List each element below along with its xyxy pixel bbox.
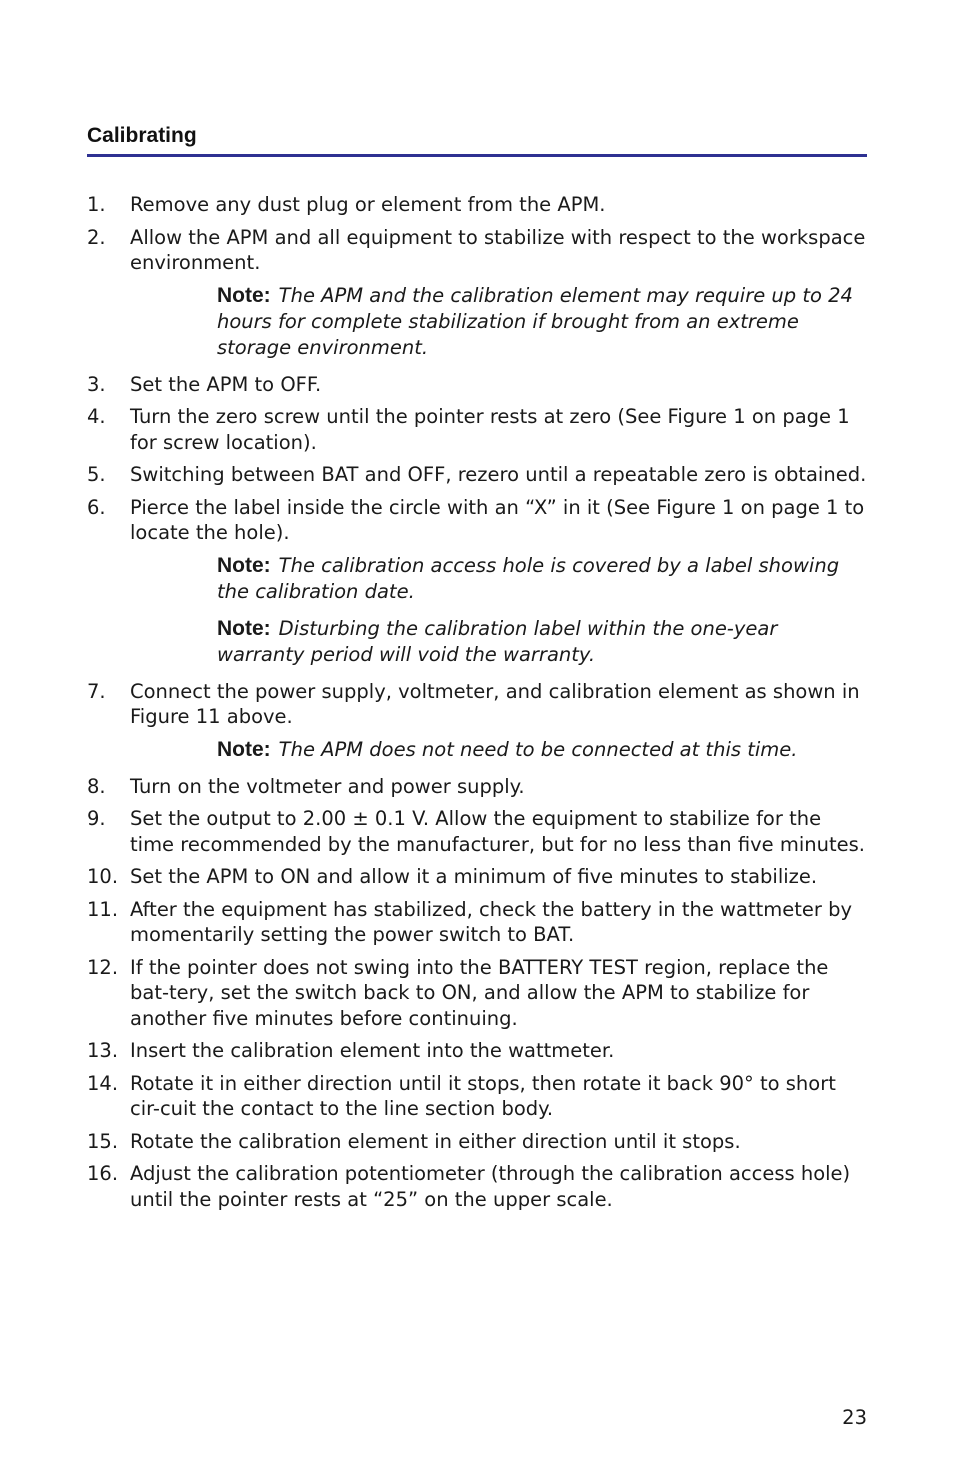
note xyxy=(217,737,867,763)
step-text: Turn the zero screw until the pointer rests at zero (See Figure 1 on page 1 for screw location). xyxy=(130,405,850,454)
step-text: Insert the calibration element into the wattmeter. xyxy=(130,1039,615,1062)
section-title: Calibrating xyxy=(87,124,197,147)
list-item xyxy=(87,1071,867,1122)
note-text: The calibration access hole is covered by a label showing the calibration date. xyxy=(217,553,840,603)
step-text: Allow the APM and all equipment to stabilize with respect to the workspace environment. xyxy=(130,225,866,274)
list-item xyxy=(87,1038,867,1064)
note-label: Note: xyxy=(217,737,271,761)
list-item xyxy=(87,462,867,488)
list-item xyxy=(87,225,867,276)
list-item xyxy=(87,372,867,398)
section-divider xyxy=(87,154,867,157)
step-text: Set the APM to OFF. xyxy=(130,372,322,396)
note-text: The APM and the calibration element may require up to 24 hours for complete stabilization if brought from an extreme storage environment. xyxy=(217,283,853,359)
list-item xyxy=(87,955,867,1032)
note-label: Note: xyxy=(217,283,271,307)
step-number: 1. xyxy=(87,193,106,216)
list-item xyxy=(87,897,867,948)
step-number: 7. xyxy=(87,679,106,703)
step-text: Turn on the voltmeter and power supply. xyxy=(130,774,525,798)
list-item xyxy=(87,192,867,218)
step-number: 10. xyxy=(87,865,119,888)
step-number: 5. xyxy=(87,463,106,486)
step-text: Remove any dust plug or element from the APM. xyxy=(130,193,606,216)
list-item xyxy=(87,679,867,730)
step-text: Rotate it in either direction until it stops, then rotate it back 90° to short cir-cuit the contact to the line section body. xyxy=(130,1071,836,1120)
step-text: Set the output to 2.00 ± 0.1 V. Allow the equipment to stabilize for the time recommended by the manufacturer, but for no less than five minutes. xyxy=(130,807,865,856)
list-item xyxy=(87,864,867,890)
step-number: 2. xyxy=(87,225,106,249)
step-text: Connect the power supply, voltmeter, and calibration element as shown in Figure 11 above. xyxy=(130,679,860,728)
step-number: 3. xyxy=(87,372,106,396)
list-item xyxy=(87,1161,867,1212)
step-text: Switching between BAT and OFF, rezero until a repeatable zero is obtained. xyxy=(130,463,867,486)
list-item xyxy=(87,495,867,546)
page-number: 23 xyxy=(842,1406,867,1429)
list-item xyxy=(87,404,867,455)
step-number: 11. xyxy=(87,897,119,921)
step-number: 13. xyxy=(87,1039,119,1062)
step-number: 8. xyxy=(87,774,106,798)
step-number: 16. xyxy=(87,1162,119,1185)
procedure-list xyxy=(87,192,867,1219)
list-item xyxy=(87,806,867,857)
note xyxy=(217,616,867,668)
note xyxy=(217,283,867,361)
list-item xyxy=(87,774,867,800)
step-text: After the equipment has stabilized, check the battery in the wattmeter by momentarily setting the power switch to BAT. xyxy=(130,897,853,946)
step-text: Pierce the label inside the circle with an “X” in it (See Figure 1 on page 1 to locate the hole). xyxy=(130,495,865,544)
step-number: 14. xyxy=(87,1071,119,1095)
step-number: 12. xyxy=(87,955,119,979)
step-number: 15. xyxy=(87,1129,119,1153)
step-number: 4. xyxy=(87,405,106,428)
step-number: 9. xyxy=(87,807,106,830)
note-label: Note: xyxy=(217,553,271,577)
step-text: If the pointer does not swing into the BATTERY TEST region, replace the bat-tery, set the switch back to ON, and allow the APM to stabilize for another five minutes before continuing. xyxy=(130,955,829,1030)
step-text: Adjust the calibration potentiometer (through the calibration access hole) until the pointer rests at “25” on the upper scale. xyxy=(130,1162,851,1211)
note xyxy=(217,553,867,605)
note-label: Note: xyxy=(217,616,271,640)
list-item xyxy=(87,1129,867,1155)
step-text: Set the APM to ON and allow it a minimum of five minutes to stabilize. xyxy=(130,865,818,888)
note-text: The APM does not need to be connected at this time. xyxy=(278,737,798,761)
note-text: Disturbing the calibration label within the one-year warranty period will void the warranty. xyxy=(217,616,778,666)
step-number: 6. xyxy=(87,495,106,519)
step-text: Rotate the calibration element in either direction until it stops. xyxy=(130,1129,741,1153)
